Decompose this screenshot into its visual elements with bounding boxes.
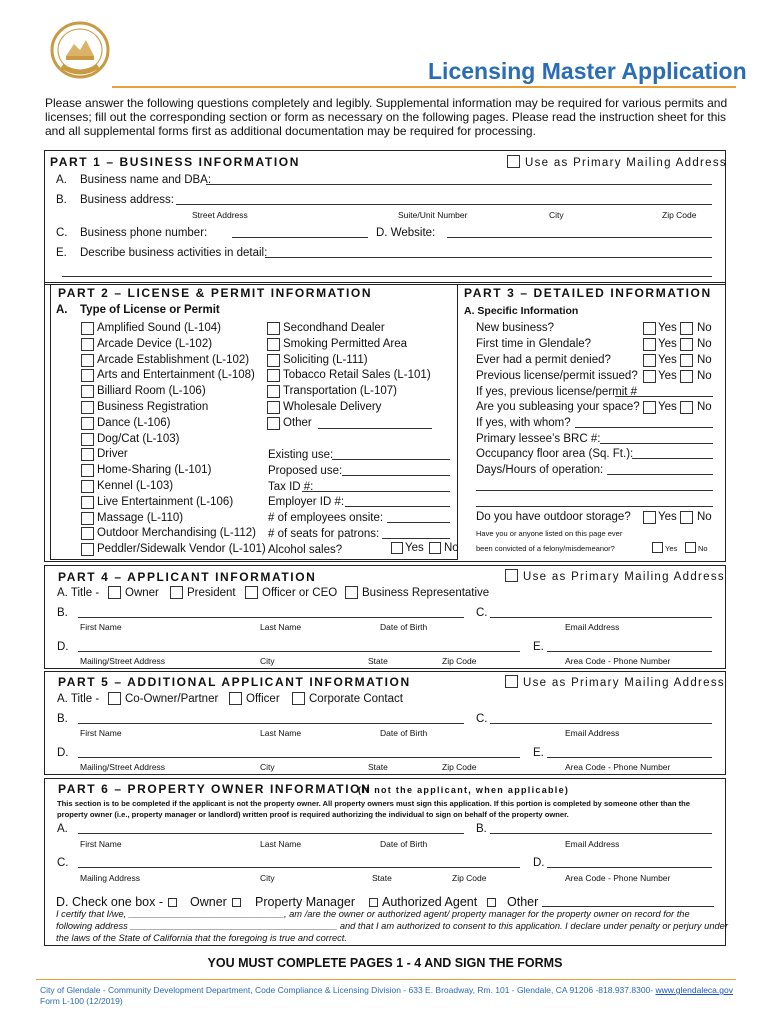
business-name-field[interactable] bbox=[206, 184, 712, 185]
part3-no-checkbox[interactable] bbox=[680, 511, 693, 524]
part5-sub-state: State bbox=[368, 762, 388, 772]
license-checkbox[interactable] bbox=[81, 543, 94, 556]
business-phone-label: Business phone number: bbox=[80, 227, 208, 239]
part6-option-label: Owner bbox=[190, 895, 227, 909]
license-checkbox[interactable] bbox=[267, 401, 280, 414]
footer-rule bbox=[36, 979, 736, 980]
part4-sub-zip: Zip Code bbox=[442, 656, 477, 666]
part6-address-field[interactable] bbox=[78, 867, 520, 868]
license-label: Wholesale Delivery bbox=[283, 401, 382, 413]
sub-street-address: Street Address bbox=[192, 210, 248, 220]
business-activities-field-2[interactable] bbox=[62, 276, 712, 277]
license-checkbox[interactable] bbox=[267, 354, 280, 367]
business-phone-field[interactable] bbox=[232, 237, 368, 238]
part2-a-letter: A. bbox=[56, 304, 68, 316]
form-id: Form L-100 (12/2019) bbox=[40, 996, 123, 1006]
license-checkbox[interactable] bbox=[81, 385, 94, 398]
part6-option-checkbox[interactable] bbox=[369, 898, 378, 907]
use-field-input[interactable] bbox=[387, 522, 450, 523]
use-field-input[interactable] bbox=[345, 506, 450, 507]
license-label: Billiard Room (L-106) bbox=[97, 385, 206, 398]
business-activities-field-1[interactable] bbox=[265, 257, 712, 258]
use-field-label: # of employees onsite: bbox=[268, 512, 384, 525]
part3-input[interactable] bbox=[600, 443, 713, 444]
part3-felony-line1: Have you or anyone listed on this page ever bbox=[476, 529, 623, 538]
part3-felony-line2: been convicted of a felony/misdemeanor? bbox=[476, 544, 615, 553]
license-checkbox[interactable] bbox=[267, 338, 280, 351]
part5-sub-phone: Area Code - Phone Number bbox=[565, 762, 671, 772]
license-label: Transportation (L-107) bbox=[283, 385, 397, 398]
part6-note: This section is to be completed if the applicant is not the property owner. All property owners must sign this application. If this portion is completed by someone other than the property owner (i.e., property manager or landlord) written proof is required authorizing the individual to sign on behalf of the property owner. bbox=[57, 799, 691, 819]
part3-input[interactable] bbox=[476, 490, 713, 491]
license-label: Kennel (L-103) bbox=[97, 480, 174, 492]
part5-sub-city: City bbox=[260, 762, 275, 772]
part3-question: Occupancy floor area (Sq. Ft.): bbox=[476, 448, 634, 460]
website-link[interactable]: www.glendaleca.gov bbox=[655, 985, 733, 995]
part6-option-label: Property Manager bbox=[255, 895, 356, 909]
part6-sub-mail: Mailing Address bbox=[80, 873, 141, 883]
part4-sub-last: Last Name bbox=[260, 622, 302, 632]
part4-b-letter: B. bbox=[57, 607, 68, 619]
part3-a-label: A. Specific Information bbox=[464, 305, 579, 317]
intro-text: Please answer the following questions completely and legibly. Supplemental information may be required for various permits and licenses; fill out the corresponding section or form as necessary on the following pages. Please read the instruction sheet for this and all supplemental forms first as additional documentation may be required for processing. bbox=[45, 96, 728, 138]
license-checkbox[interactable] bbox=[267, 385, 280, 398]
part6-d-letter: D. bbox=[533, 857, 545, 869]
license-label: Soliciting (L-111) bbox=[283, 353, 368, 366]
use-field-input[interactable] bbox=[332, 459, 450, 460]
part2-a-label: Type of License or Permit bbox=[80, 304, 220, 316]
part1-b-letter: B. bbox=[56, 194, 67, 206]
part4-name-field[interactable] bbox=[78, 617, 464, 618]
use-field-label: Existing use: bbox=[268, 449, 334, 461]
part3-no-checkbox[interactable] bbox=[680, 401, 693, 414]
part1-box bbox=[44, 150, 726, 285]
part1-c-letter: C. bbox=[56, 227, 68, 239]
part3-question: Previous license/permit issued? bbox=[476, 370, 638, 382]
part1-e-letter: E. bbox=[56, 247, 67, 259]
part5-sub-mail: Mailing/Street Address bbox=[80, 762, 166, 772]
part3-no-checkbox[interactable] bbox=[680, 370, 693, 383]
license-checkbox[interactable] bbox=[81, 322, 94, 335]
part3-question: First time in Glendale? bbox=[476, 338, 592, 350]
part6-check-label: D. Check one box - bbox=[56, 895, 163, 909]
use-field-label: # of seats for patrons: bbox=[268, 528, 380, 540]
part6-option-checkbox[interactable] bbox=[232, 898, 241, 907]
part4-title-option: Officer or CEO bbox=[262, 587, 338, 599]
license-label: Dance (L-106) bbox=[97, 416, 171, 429]
part3-question: If yes, with whom? bbox=[476, 417, 571, 429]
part4-title-checkbox[interactable] bbox=[108, 586, 121, 599]
must-complete-notice: YOU MUST COMPLETE PAGES 1 - 4 AND SIGN THE FORMS bbox=[207, 956, 563, 970]
part3-no-checkbox[interactable] bbox=[680, 338, 693, 351]
part5-title-label: A. Title - bbox=[57, 693, 100, 705]
part4-email-field[interactable] bbox=[490, 617, 712, 618]
part5-title: PART 5 – ADDITIONAL APPLICANT INFORMATION bbox=[58, 675, 411, 689]
footer-address-text: City of Glendale - Community Development Department, Code Compliance & Licensing Division - 633 E. Broadway, Rm. 101 - Glendale, CA 91206 -818.937.8300- bbox=[40, 985, 654, 995]
part6-sub-state: State bbox=[372, 873, 392, 883]
alcohol-no-label: No bbox=[444, 542, 459, 554]
license-label: Other bbox=[283, 416, 312, 429]
part6-c-letter: C. bbox=[57, 857, 69, 869]
part5-title-option: Corporate Contact bbox=[309, 693, 403, 705]
part5-title-checkbox[interactable] bbox=[229, 692, 242, 705]
part5-sub-dob: Date of Birth bbox=[380, 728, 428, 738]
license-label: Massage (L-110) bbox=[97, 511, 184, 524]
part5-title-option: Co-Owner/Partner bbox=[125, 693, 219, 705]
part4-sub-email: Email Address bbox=[565, 622, 620, 632]
website-field[interactable] bbox=[447, 237, 712, 238]
part4-title-option: President bbox=[187, 587, 236, 599]
part3-question: If yes, previous license/permit # bbox=[476, 386, 638, 398]
use-field-label: Tax ID #: bbox=[268, 480, 314, 493]
license-label: Arcade Establishment (L-102) bbox=[97, 353, 250, 366]
license-label: Dog/Cat (L-103) bbox=[97, 432, 180, 445]
license-checkbox[interactable] bbox=[81, 496, 94, 509]
license-checkbox[interactable] bbox=[81, 480, 94, 493]
part6-sub-email: Email Address bbox=[565, 839, 620, 849]
part6-option-checkbox[interactable] bbox=[487, 898, 496, 907]
felony-no-checkbox[interactable] bbox=[685, 542, 696, 553]
use-field-input[interactable] bbox=[302, 491, 450, 492]
part4-primary-mailing-label: Use as Primary Mailing Address bbox=[523, 571, 725, 583]
part4-title: PART 4 – APPLICANT INFORMATION bbox=[58, 570, 317, 584]
part5-sub-zip: Zip Code bbox=[442, 762, 477, 772]
part4-d-letter: D. bbox=[57, 641, 69, 653]
part5-d-letter: D. bbox=[57, 747, 69, 759]
page-title: Licensing Master Application bbox=[428, 58, 747, 84]
part5-primary-mailing-checkbox[interactable] bbox=[505, 675, 518, 688]
part3-no-label: No bbox=[697, 322, 712, 334]
certification-text: I certify that I/we, ______________________________, am /are the owner or authorized agent/ property manager for the property owner on record for the following address ________________________________________ and that I am authorized to consent to this application. I declare under penalty or perjury under the laws of the State of California that the foregoing is true and correct. bbox=[56, 909, 728, 943]
use-field-label: Alcohol sales? bbox=[268, 543, 343, 556]
license-checkbox[interactable] bbox=[81, 417, 94, 430]
part5-title-option: Officer bbox=[246, 693, 280, 705]
business-name-label: Business name and DBA: bbox=[80, 174, 212, 186]
part3-yes-checkbox[interactable] bbox=[643, 511, 656, 524]
part3-yes-checkbox[interactable] bbox=[643, 354, 656, 367]
part4-title-checkbox[interactable] bbox=[245, 586, 258, 599]
part5-primary-mailing-label: Use as Primary Mailing Address bbox=[523, 677, 725, 689]
sub-suite: Suite/Unit Number bbox=[398, 210, 468, 220]
part3-question: Primary lessee’s BRC #: bbox=[476, 433, 601, 445]
part3-question: Days/Hours of operation: bbox=[476, 464, 604, 476]
part4-e-letter: E. bbox=[533, 641, 544, 653]
part3-yes-label: Yes bbox=[658, 322, 677, 334]
license-checkbox[interactable] bbox=[81, 512, 94, 525]
part1-primary-mailing-checkbox[interactable] bbox=[507, 155, 520, 168]
license-checkbox[interactable] bbox=[81, 369, 94, 382]
license-label: Smoking Permitted Area bbox=[283, 337, 408, 350]
felony-no-label: No bbox=[698, 544, 708, 553]
part5-e-letter: E. bbox=[533, 747, 544, 759]
other-owner-field[interactable] bbox=[542, 906, 714, 907]
sub-zip: Zip Code bbox=[662, 210, 697, 220]
part6-email-field[interactable] bbox=[490, 833, 712, 834]
part3-no-checkbox[interactable] bbox=[680, 322, 693, 335]
license-label: Secondhand Dealer bbox=[283, 322, 385, 334]
part6-phone-field[interactable] bbox=[547, 867, 712, 868]
part4-sub-first: First Name bbox=[80, 622, 122, 632]
city-seal-logo bbox=[48, 20, 112, 80]
part6-sub-first: First Name bbox=[80, 839, 122, 849]
part3-input[interactable] bbox=[632, 458, 713, 459]
part6-option-label: Other bbox=[507, 895, 539, 909]
part3-no-label: No bbox=[697, 401, 712, 413]
part6-title: PART 6 – PROPERTY OWNER INFORMATION bbox=[58, 782, 372, 796]
part3-yes-label: Yes bbox=[658, 338, 677, 350]
sub-city: City bbox=[549, 210, 564, 220]
part4-sub-state: State bbox=[368, 656, 388, 666]
part5-c-letter: C. bbox=[476, 713, 488, 725]
license-checkbox[interactable] bbox=[81, 354, 94, 367]
part4-phone-field[interactable] bbox=[547, 651, 712, 652]
use-field-input[interactable] bbox=[342, 475, 450, 476]
part6-a-letter: A. bbox=[57, 823, 68, 835]
license-checkbox[interactable] bbox=[267, 322, 280, 335]
part3-yes-label: Yes bbox=[658, 370, 677, 382]
license-label: Outdoor Merchandising (L-112) bbox=[97, 527, 256, 540]
license-label: Arts and Entertainment (L-108) bbox=[97, 369, 255, 382]
alcohol-yes-label: Yes bbox=[405, 542, 424, 554]
part3-yes-label: Yes bbox=[658, 354, 677, 366]
part3-question: Ever had a permit denied? bbox=[476, 354, 611, 366]
license-checkbox[interactable] bbox=[81, 433, 94, 446]
license-label: Home-Sharing (L-101) bbox=[97, 464, 212, 477]
part5-sub-email: Email Address bbox=[565, 728, 620, 738]
business-address-label: Business address: bbox=[80, 194, 174, 206]
part4-sub-city: City bbox=[260, 656, 275, 666]
part6-sub-zip: Zip Code bbox=[452, 873, 487, 883]
part5-email-field[interactable] bbox=[490, 723, 712, 724]
part6-sub-dob: Date of Birth bbox=[380, 839, 428, 849]
part5-title-checkbox[interactable] bbox=[292, 692, 305, 705]
part6-option-label: Authorized Agent bbox=[382, 895, 478, 909]
part6-sub-last: Last Name bbox=[260, 839, 302, 849]
part3-yes-checkbox[interactable] bbox=[643, 322, 656, 335]
part3-no-checkbox[interactable] bbox=[680, 354, 693, 367]
part3-title: PART 3 – DETAILED INFORMATION bbox=[464, 286, 712, 300]
part1-primary-mailing-label: Use as Primary Mailing Address bbox=[525, 157, 727, 169]
use-field-label: Proposed use: bbox=[268, 464, 343, 477]
title-rule bbox=[112, 86, 736, 88]
license-label: Arcade Device (L-102) bbox=[97, 337, 213, 350]
part4-sub-mail: Mailing/Street Address bbox=[80, 656, 166, 666]
part3-question: Do you have outdoor storage? bbox=[476, 511, 631, 523]
part3-no-label: No bbox=[697, 370, 712, 382]
part1-title: PART 1 – BUSINESS INFORMATION bbox=[50, 155, 300, 169]
part2-title: PART 2 – LICENSE & PERMIT INFORMATION bbox=[58, 286, 373, 300]
other-license-field[interactable] bbox=[318, 428, 432, 429]
part4-title-option: Business Representative bbox=[362, 587, 490, 599]
license-label: Live Entertainment (L-106) bbox=[97, 495, 234, 508]
part4-address-field[interactable] bbox=[78, 651, 520, 652]
part4-sub-phone: Area Code - Phone Number bbox=[565, 656, 671, 666]
part5-b-letter: B. bbox=[57, 713, 68, 725]
part3-no-label: No bbox=[697, 511, 712, 523]
part6-b-letter: B. bbox=[476, 823, 487, 835]
part3-no-label: No bbox=[697, 354, 712, 366]
part3-yes-label: Yes bbox=[658, 511, 677, 523]
part3-yes-label: Yes bbox=[658, 401, 677, 413]
part3-yes-checkbox[interactable] bbox=[643, 370, 656, 383]
business-activities-label: Describe business activities in detail: bbox=[80, 247, 268, 259]
part3-question: Are you subleasing your space? bbox=[476, 401, 640, 413]
footer-address bbox=[40, 985, 733, 995]
license-checkbox[interactable] bbox=[267, 369, 280, 382]
part3-input[interactable] bbox=[615, 396, 713, 397]
use-field-input[interactable] bbox=[382, 538, 450, 539]
license-checkbox[interactable] bbox=[81, 448, 94, 461]
alcohol-no-checkbox[interactable] bbox=[429, 542, 441, 554]
part3-yes-checkbox[interactable] bbox=[643, 401, 656, 414]
part4-primary-mailing-checkbox[interactable] bbox=[505, 569, 518, 582]
part1-a-letter: A. bbox=[56, 174, 67, 186]
part3-yes-checkbox[interactable] bbox=[643, 338, 656, 351]
license-checkbox[interactable] bbox=[81, 464, 94, 477]
license-label: Peddler/Sidewalk Vendor (L-101) bbox=[97, 543, 266, 556]
part6-sub-phone: Area Code - Phone Number bbox=[565, 873, 671, 883]
license-checkbox[interactable] bbox=[81, 527, 94, 540]
part3-input[interactable] bbox=[476, 506, 713, 507]
use-field-label: Employer ID #: bbox=[268, 496, 345, 509]
part5-name-field[interactable] bbox=[78, 723, 464, 724]
part5-phone-field[interactable] bbox=[547, 757, 712, 758]
license-checkbox[interactable] bbox=[267, 417, 280, 430]
part5-sub-last: Last Name bbox=[260, 728, 302, 738]
license-label: Business Registration bbox=[97, 401, 209, 413]
alcohol-yes-checkbox[interactable] bbox=[391, 542, 403, 554]
part6-title-note: (If not the applicant, when applicable) bbox=[358, 785, 570, 795]
part6-name-field[interactable] bbox=[78, 833, 464, 834]
part3-no-label: No bbox=[697, 338, 712, 350]
website-label: D. Website: bbox=[376, 227, 436, 239]
felony-yes-checkbox[interactable] bbox=[652, 542, 663, 553]
part4-title-option: Owner bbox=[125, 587, 159, 599]
part4-title-checkbox[interactable] bbox=[345, 586, 358, 599]
part5-title-checkbox[interactable] bbox=[108, 692, 121, 705]
part3-input[interactable] bbox=[575, 427, 713, 428]
license-label: Tobacco Retail Sales (L-101) bbox=[283, 369, 431, 382]
license-checkbox[interactable] bbox=[81, 401, 94, 414]
part6-sub-city: City bbox=[260, 873, 275, 883]
license-label: Driver bbox=[97, 448, 128, 461]
part5-address-field[interactable] bbox=[78, 757, 520, 758]
part4-c-letter: C. bbox=[476, 607, 488, 619]
part4-title-checkbox[interactable] bbox=[170, 586, 183, 599]
part4-title-label: A. Title - bbox=[57, 587, 100, 599]
part4-sub-dob: Date of Birth bbox=[380, 622, 428, 632]
business-address-field[interactable] bbox=[176, 204, 712, 205]
part3-input[interactable] bbox=[607, 474, 713, 475]
felony-yes-label: Yes bbox=[665, 544, 678, 553]
license-checkbox[interactable] bbox=[81, 338, 94, 351]
part6-option-checkbox[interactable] bbox=[168, 898, 177, 907]
part5-sub-first: First Name bbox=[80, 728, 122, 738]
license-label: Amplified Sound (L-104) bbox=[97, 322, 222, 334]
part3-question: New business? bbox=[476, 322, 554, 334]
